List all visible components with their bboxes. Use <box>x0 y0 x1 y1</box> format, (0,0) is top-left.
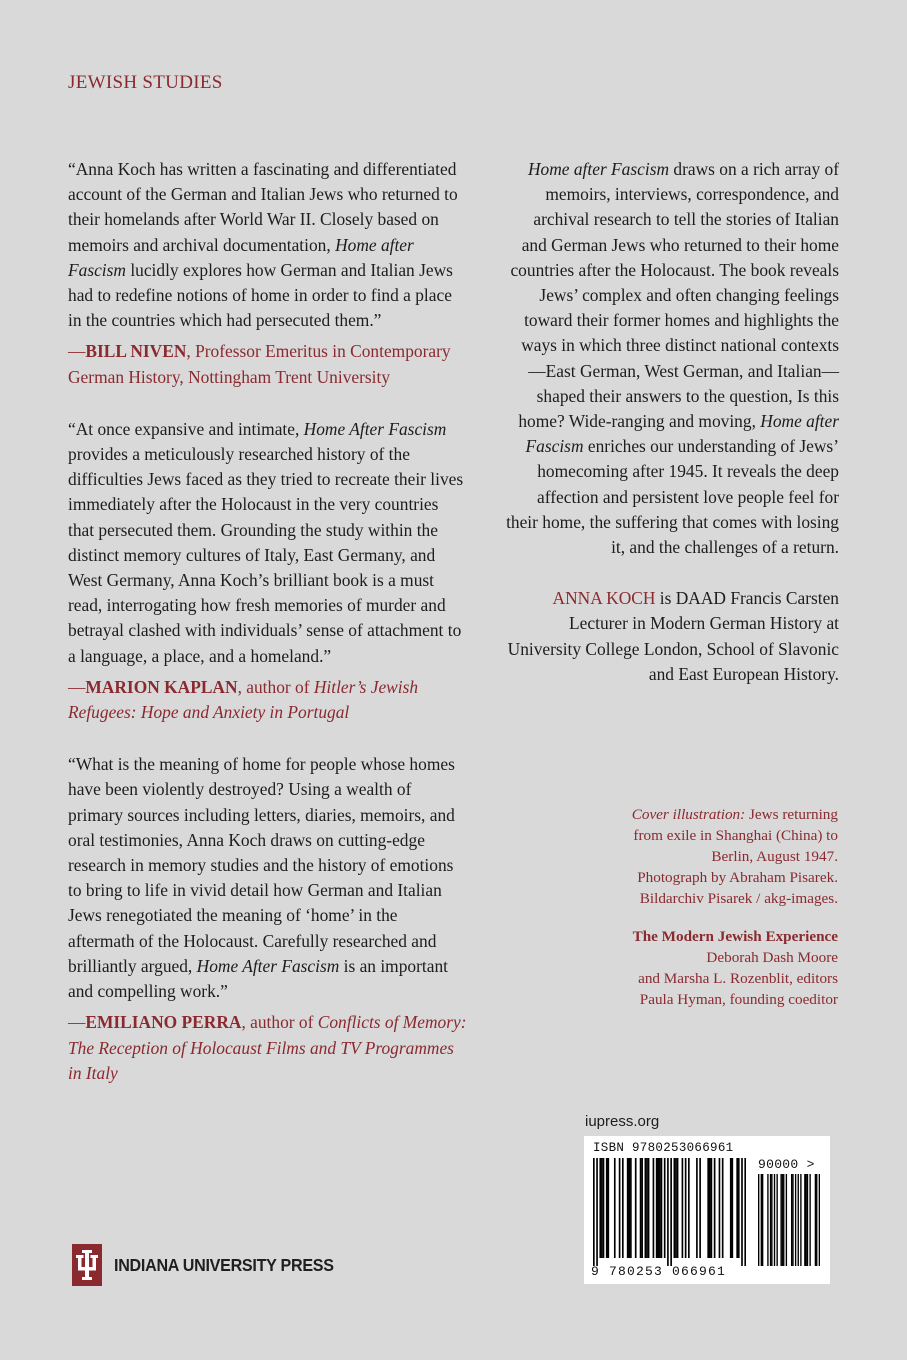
price-code-value: 90000 <box>758 1157 799 1172</box>
cover-credit-line: Bildarchiv Pisarek / akg-images. <box>639 890 838 907</box>
italic-title: Conflicts of Memory: The Reception of Holocaust Films and TV Programmes in Italy <box>68 1012 467 1083</box>
attribution-dash: — <box>68 676 86 697</box>
series-info <box>518 926 838 1010</box>
author-bio-text: is DAAD Francis Carsten Lecturer in Modern German History at University College London, School of Slavonic and East European History. <box>507 588 839 684</box>
reviewer-name: EMILIANO PERRA <box>85 1012 242 1033</box>
series-line: and Marsha L. Rozenblit, editors <box>638 970 838 987</box>
isbn-label: ISBN 9780253066961 <box>593 1141 734 1155</box>
cover-credit-label: Cover illustration: <box>631 806 746 823</box>
price-code <box>758 1157 815 1172</box>
publisher-logo <box>72 1244 353 1286</box>
review-block-3 <box>68 752 468 1086</box>
author-name: ANNA KOCH <box>552 588 656 609</box>
description-column <box>505 157 839 687</box>
reviews-column <box>68 157 468 1113</box>
text-run: , Professor Emeritus in Contemporary German History, Nottingham Trent University <box>68 341 451 387</box>
cover-credit <box>518 804 838 909</box>
category-label: JEWISH STUDIES <box>68 72 223 93</box>
website-url: iupress.org <box>585 1113 660 1130</box>
publisher-name: INDIANA UNIVERSITY PRESS <box>114 1254 334 1275</box>
review-attribution <box>68 1010 468 1086</box>
iu-trident-icon <box>72 1244 102 1286</box>
review-block-2 <box>68 417 468 725</box>
review-quote <box>68 157 468 333</box>
price-marker: > <box>806 1157 815 1172</box>
cover-credit-line: Berlin, August 1947. <box>711 848 838 865</box>
text-run: enriches our understanding of Jews’ homecoming after 1945. It reveals the deep affection and persistent love people feel for their home, the suffering that comes with losing it, and the challenges of a return. <box>506 436 839 558</box>
italic-title: Home after Fascism <box>527 159 670 179</box>
series-line: Deborah Dash Moore <box>706 949 838 966</box>
barcode <box>584 1136 830 1284</box>
review-quote <box>68 417 468 669</box>
text-run: draws on a rich array of memoirs, interviews, correspondence, and archival research to tell the stories of Italian and German Jews who returned to their home countries after the Holocaust. The book reveals Jews’ complex and often changing feelings toward their former homes and highlights the ways in which three distinct national contexts—East German, West German, and Italian—shaped their answers to the question, Is this home? Wide-ranging and moving, <box>510 159 839 432</box>
cover-credit-line: from exile in Shanghai (China) to <box>633 827 838 844</box>
attribution-dash: — <box>68 1012 86 1033</box>
italic-title: Home after Fascism <box>525 411 839 457</box>
attribution-dash: — <box>68 341 86 362</box>
italic-title: Hitler’s Jewish Refugees: Hope and Anxiety in Portugal <box>68 676 419 723</box>
barcode-digits: 9 780253 066961 <box>591 1264 727 1279</box>
reviewer-name: BILL NIVEN <box>85 341 187 362</box>
review-quote <box>68 752 468 1004</box>
book-description <box>505 157 839 560</box>
text-run: , author of <box>241 1012 318 1033</box>
cover-credit-line: Photograph by Abraham Pisarek. <box>637 869 838 886</box>
credits-block <box>518 804 838 1010</box>
text-run: provides a meticulously researched history of the difficulties Jews faced as they tried to recreate their lives immediately after the Holocaust in the very countries that persecuted them. Grounding the study within the distinct memory cultures of Italy, East Germany, and West Germany, Anna Koch’s brilliant book is a must read, interrogating how fresh memories of murder and betrayal clashed with individuals’ sense of attachment to a language, a place, and a homeland.” <box>68 444 464 666</box>
cover-credit-line: Jews returning <box>745 806 838 823</box>
text-run: “What is the meaning of home for people whose homes have been violently destroyed? Using a wealth of primary sources including letters, diaries, memoirs, and oral testimonies, Anna Koch draws on cutting-edge research in memory studies and the history of emotions to bring to life in vivid detail how German and Italian Jews renegotiated the meaning of ‘home’ in the aftermath of the Holocaust. Carefully researched and brilliantly argued, <box>68 754 455 976</box>
italic-title: Home After Fascism <box>303 418 447 439</box>
italic-title: Home After Fascism <box>196 955 340 976</box>
text-run: “Anna Koch has written a fascinating and differentiated account of the German and Italian Jews who returned to their homelands after World War II. Closely based on memoirs and archival documentation, <box>68 159 458 255</box>
author-bio <box>505 586 839 687</box>
text-run: “At once expansive and intimate, <box>68 418 304 439</box>
ean-barcode-bars <box>593 1158 746 1266</box>
review-attribution <box>68 675 468 725</box>
italic-title: Home after Fascism <box>68 234 414 280</box>
series-line: Paula Hyman, founding coeditor <box>639 991 838 1008</box>
text-run: , author of <box>237 676 314 697</box>
review-attribution <box>68 339 468 389</box>
review-block-1 <box>68 157 468 390</box>
series-title: The Modern Jewish Experience <box>632 928 838 945</box>
addon-barcode-bars <box>758 1174 820 1266</box>
text-run: lucidly explores how German and Italian Jews had to redefine notions of home in order to find a place in the countries which had persecuted them.” <box>68 259 453 331</box>
text-run: is an important and compelling work.” <box>68 955 448 1002</box>
reviewer-name: MARION KAPLAN <box>85 676 238 697</box>
